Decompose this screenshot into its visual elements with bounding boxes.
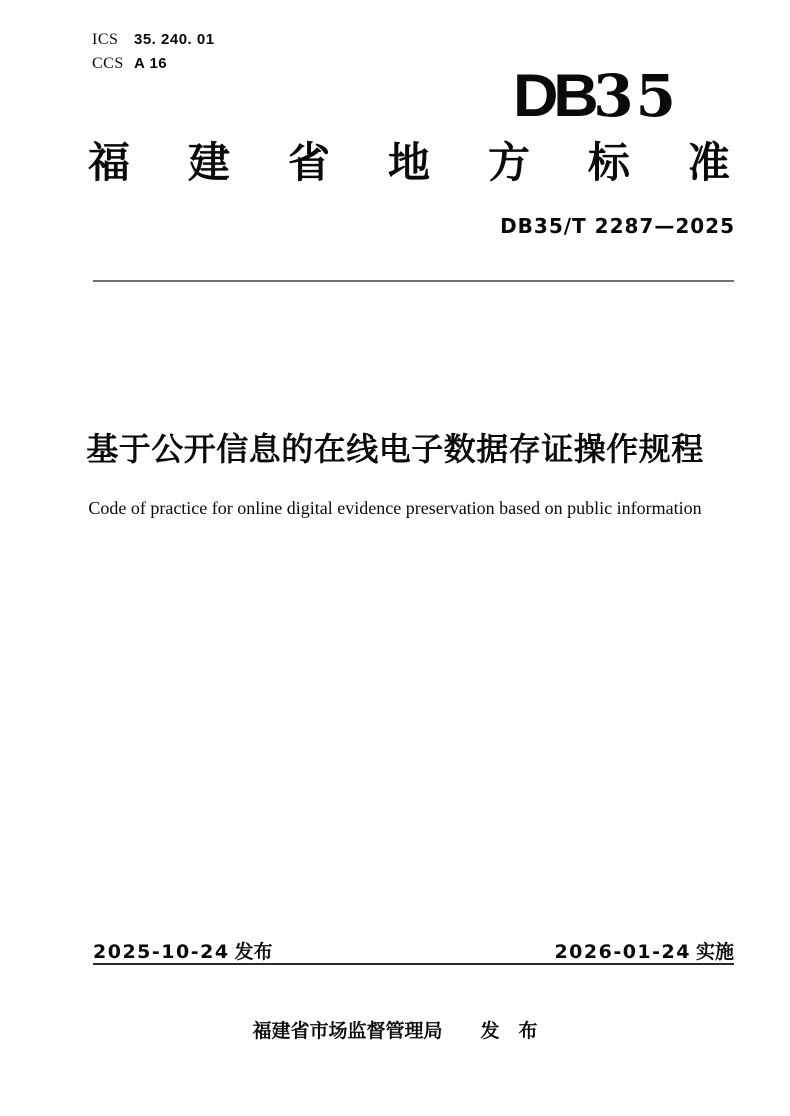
standard-code: DB35/T 2287—2025 [500,214,735,238]
ics-row [92,28,215,52]
ccs-label: CCS [92,55,124,72]
standard-type-char: 地 [387,138,430,187]
issue-date: 2025-10-24 [93,941,230,963]
dates-row [93,937,734,964]
implement-label: 实施 [695,941,734,963]
implement-date: 2026-01-24 [554,941,691,963]
standard-type-char: 方 [487,138,530,187]
header-divider-line [93,280,734,282]
db35-logo-number: 35 [593,62,678,130]
classification-block [92,28,215,76]
implement-date-item [554,937,734,964]
document-title-english: Code of practice for online digital evidence preservation based on public information [88,498,702,518]
standard-type-char: 省 [287,138,330,187]
ccs-row [92,52,215,76]
standard-type-title [88,140,730,186]
standard-type-char: 福 [88,138,131,187]
standard-type-char: 建 [187,138,230,187]
ics-value: 35. 240. 01 [134,31,215,48]
standard-type-char: 准 [687,138,730,187]
ccs-value: A 16 [134,55,168,72]
issue-label: 发布 [234,941,273,963]
db35-logo-db-text: DB [512,62,594,129]
standard-type-char: 标 [587,138,630,187]
document-title-chinese: 基于公开信息的在线电子数据存证操作规程 [86,430,704,468]
issue-date-item [93,937,273,964]
publisher-row [0,1016,790,1043]
publisher-org: 福建省市场监督管理局 [252,1020,443,1042]
ics-label: ICS [92,31,119,48]
db35-logo [512,62,678,130]
publisher-action: 发 布 [480,1020,538,1042]
footer-divider-line [93,963,734,965]
